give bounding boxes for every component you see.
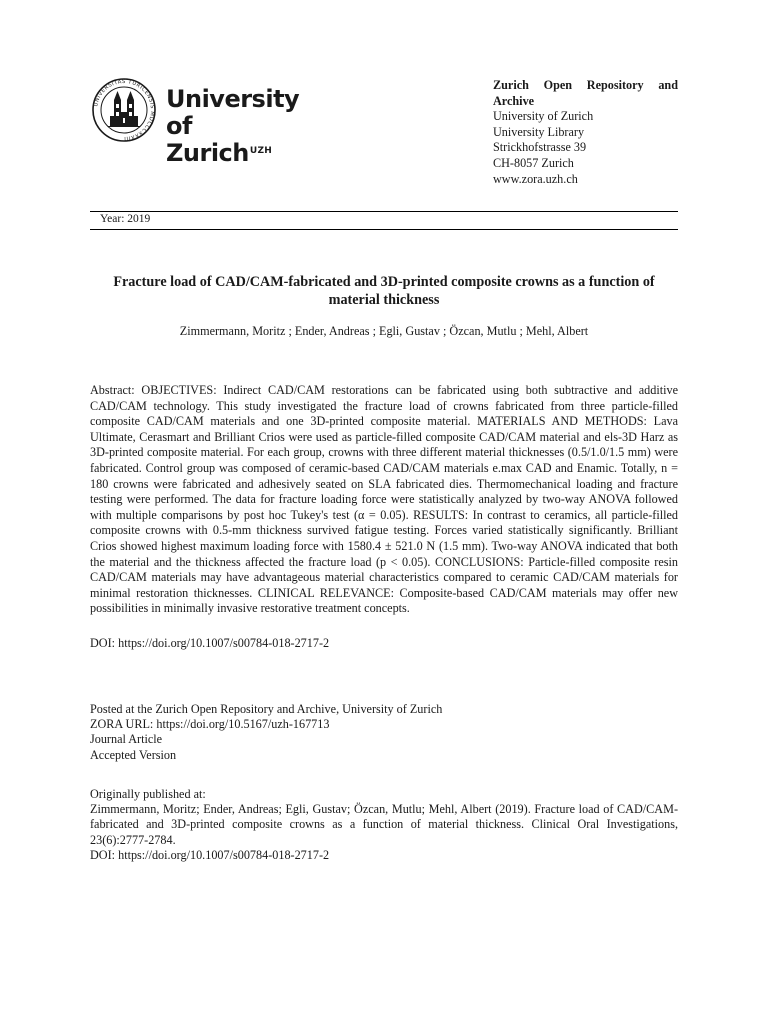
original-publication xyxy=(90,787,678,863)
repository-address xyxy=(493,78,678,187)
repository-link[interactable]: www.zora.uzh.ch xyxy=(493,171,578,186)
university-logo xyxy=(90,78,320,167)
posted-line: Posted at the Zurich Open Repository and Archive, University of Zurich xyxy=(90,702,443,716)
repository-line: University of Zurich xyxy=(493,109,594,124)
year-bar xyxy=(90,211,678,230)
repository-line: Strickhofstrasse 39 xyxy=(493,140,587,155)
paper-doi-link[interactable]: DOI: https://doi.org/10.1007/s00784-018-2717-2 xyxy=(90,636,330,650)
original-citation: Zimmermann, Moritz; Ender, Andreas; Egli, Gustav; Özcan, Mutlu; Mehl, Albert (2019). Fracture load of CAD/CAM-fabricated and 3D-printed composite crowns as a function of material thickness. Clinical Oral Investigations, 23(6):2777-2784. xyxy=(90,802,678,847)
original-heading: Originally published at: xyxy=(90,787,206,801)
paper-title: Fracture load of CAD/CAM-fabricated and 3D-printed composite crowns as a function of material thickness xyxy=(113,274,655,308)
posted-line: Accepted Version xyxy=(90,747,177,762)
repository-title: Zurich Open Repository and Archive xyxy=(493,78,678,108)
paper-abstract: Abstract: OBJECTIVES: Indirect CAD/CAM restorations can be fabricated using both subtractive and additive CAD/CAM technology. This study investigated the fracture load of crowns fabricated from three particle-filled composite CAD/CAM materials and one 3D-printed composite material. MATERIALS AND METHODS: Lava Ultimate, Cerasmart and Brilliant Crios were used as particle-filled composite CAD/CAM material and els-3D Harz as 3D-printed composite material. For each group, crowns with three different material thicknesses (0.5/1.0/1.5 mm) were fabricated. Control group was composed of ceramic-based CAD/CAM materials e.max CAD and Enamic. Totally, n = 180 crowns were fabricated and adhesively seated on SLA fabricated dies. Thermomechanical loading and fracture testing were performed. The data for fracture loading force were statistically analyzed by two-way ANOVA followed with multiple comparisons by post hoc Tukey's test (α = 0.05). RESULTS: In contrast to ceramics, all particle-filled composite crowns with 0.5-mm thickness survived fatigue testing. Forces varied statistically significantly. Brilliant Crios showed highest maximum loading force with 1580.4 ± 521.0 N (1.5 mm). Two-way ANOVA indicated that both the material and the thickness affected the fracture load (p < 0.05). CONCLUSIONS: Particle-filled composite resin CAD/CAM materials may have advantageous material characteristics compared to ceramic CAD/CAM materials for minimal restoration thicknesses. CLINICAL RELEVANCE: Composite-based CAD/CAM materials may offer new possibilities in minimally invasive restorative treatment concepts. xyxy=(90,383,678,616)
posted-info xyxy=(90,702,678,763)
repository-line: University Library xyxy=(493,124,585,139)
zora-url-link[interactable]: ZORA URL: https://doi.org/10.5167/uzh-167713 xyxy=(90,717,330,732)
original-doi-link[interactable]: DOI: https://doi.org/10.1007/s00784-018-2717-2 xyxy=(90,847,330,862)
university-name xyxy=(166,86,320,167)
seal-text: UNIVERSITAS TURICENSIS MDCCCXXXIII xyxy=(93,78,156,142)
university-name-line1: University of xyxy=(166,85,300,140)
paper-authors: Zimmermann, Moritz ; Ender, Andreas ; Egli, Gustav ; Özcan, Mutlu ; Mehl, Albert xyxy=(179,324,589,338)
university-seal-icon xyxy=(92,78,156,142)
year-label: Year: 2019 xyxy=(100,213,151,225)
university-name-line2: Zurich xyxy=(166,139,249,167)
posted-line: Journal Article xyxy=(90,732,163,747)
repository-line: CH-8057 Zurich xyxy=(493,155,574,170)
university-name-sup: UZH xyxy=(249,146,273,156)
document-header xyxy=(90,78,678,188)
